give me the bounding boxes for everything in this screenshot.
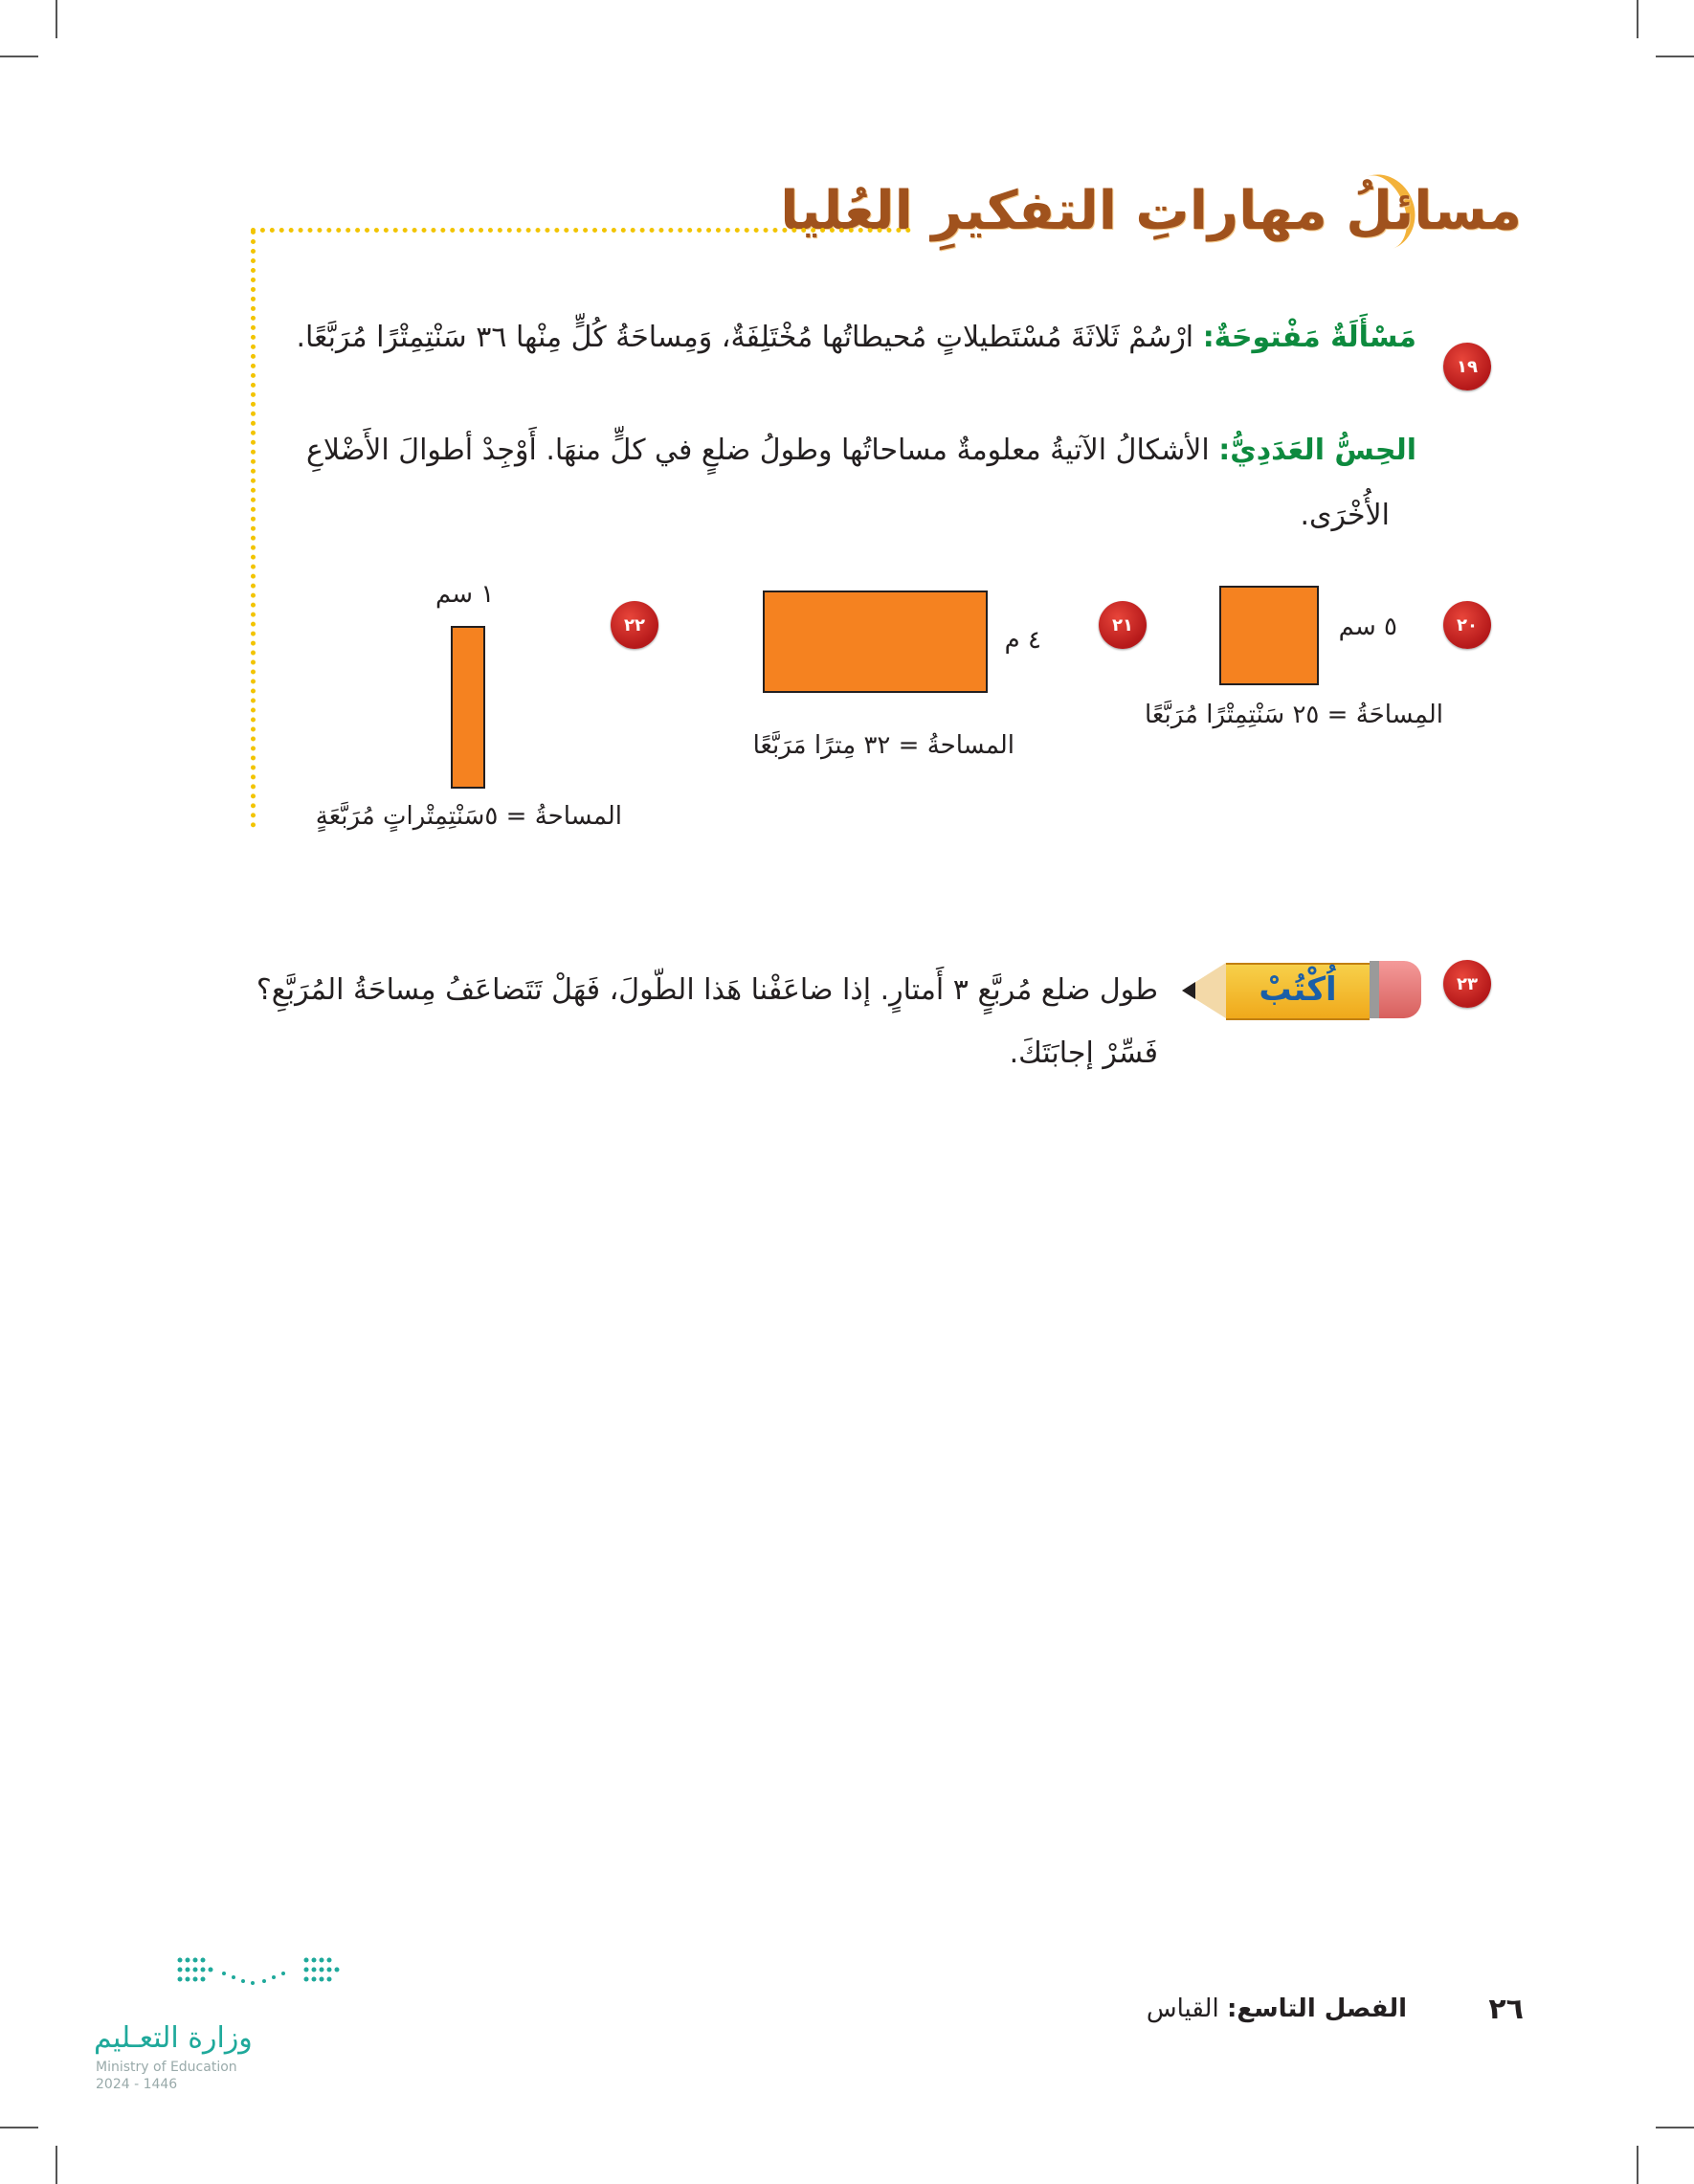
crop-mark <box>0 2127 38 2128</box>
number-sense-line2: الأُخْرَى. <box>1300 499 1390 532</box>
ministry-logo-subtitle: Ministry of Education <box>96 2060 237 2075</box>
thin-rectangle-figure <box>451 626 485 789</box>
dotted-border <box>251 230 256 828</box>
crop-mark <box>1637 0 1638 38</box>
square-figure <box>1219 586 1319 685</box>
chapter-title <box>1147 1995 1407 2023</box>
side-length-label: ٥ سم <box>1338 613 1397 641</box>
side-length-label: ١ سم <box>435 580 495 609</box>
write-label: اُكْتُبْ <box>1259 970 1337 1009</box>
ministry-logo-icon <box>176 1954 341 1993</box>
number-sense-line1 <box>306 423 1416 479</box>
problem-23-line1: طول ضلع مُربَّعٍ ٣ أَمتارٍ. إذا ضاعَفْنا هَذا الطّولَ، فَهَلْ تَتَضاعَفُ مِساحَةُ المُرَبَّعِ؟ <box>256 973 1158 1007</box>
dotted-divider <box>251 228 911 233</box>
problem-number-badge: ٢١ <box>1099 601 1147 649</box>
side-length-label: ٤ م <box>1004 626 1041 655</box>
problem-number-badge: ٢٠ <box>1443 601 1491 649</box>
ministry-logo-text: وزارة التعـليم <box>94 2021 253 2055</box>
crop-mark <box>56 2146 57 2184</box>
ministry-logo-year: 2024 - 1446 <box>96 2077 178 2092</box>
chapter-name: القياس <box>1146 1995 1219 2023</box>
problem-23-line2: فَسِّرْ إجابَتَكَ. <box>1009 1036 1158 1070</box>
rectangle-figure <box>763 591 988 693</box>
area-label: المساحةُ = ٥سَنْتِمِتْراتٍ مُرَبَّعَةٍ <box>315 802 622 831</box>
chapter-label: الفصل التاسع: <box>1226 1995 1407 2023</box>
problem-keyword: الحِسُّ العَدَدِيُّ: <box>1218 434 1416 467</box>
crop-mark <box>56 0 57 38</box>
problem-number-badge: ١٩ <box>1443 343 1491 390</box>
crop-mark <box>0 56 38 57</box>
problem-text: ارْسُمْ ثَلاثَةَ مُسْتَطيلاتٍ مُحيطاتُها مُخْتَلِفَةٌ، وَمِساحَةُ كُلٍّ مِنْها ٣٦ سَنْتِمِتْرًا مُرَبَّعًا. <box>296 321 1194 354</box>
problem-number-badge: ٢٣ <box>1443 960 1491 1008</box>
problem-text: الأشكالُ الآتيةُ معلومةٌ مساحاتُها وطولُ ضلعٍ في كلٍّ منهَا. أَوْجِدْ أطوالَ الأَضْلاعِ <box>306 434 1210 467</box>
area-label: المساحةُ = ٣٢ مِترًا مَرَبَّعًا <box>752 731 1014 760</box>
problem-19 <box>296 310 1416 366</box>
area-label: المِساحَةُ = ٢٥ سَنْتِمِتْرًا مُرَبَّعًا <box>1145 701 1443 729</box>
crop-mark <box>1637 2146 1638 2184</box>
crop-mark <box>1656 2127 1694 2128</box>
section-title: مسائلُ مهاراتِ التفكيرِ العُليا <box>780 180 1522 242</box>
problem-keyword: مَسْأَلَةٌ مَفْتوحَةٌ: <box>1202 321 1416 354</box>
problem-number-badge: ٢٢ <box>611 601 658 649</box>
crop-mark <box>1656 56 1694 57</box>
pencil-icon <box>1182 957 1423 1024</box>
page-number: ٢٦ <box>1488 1993 1524 2026</box>
